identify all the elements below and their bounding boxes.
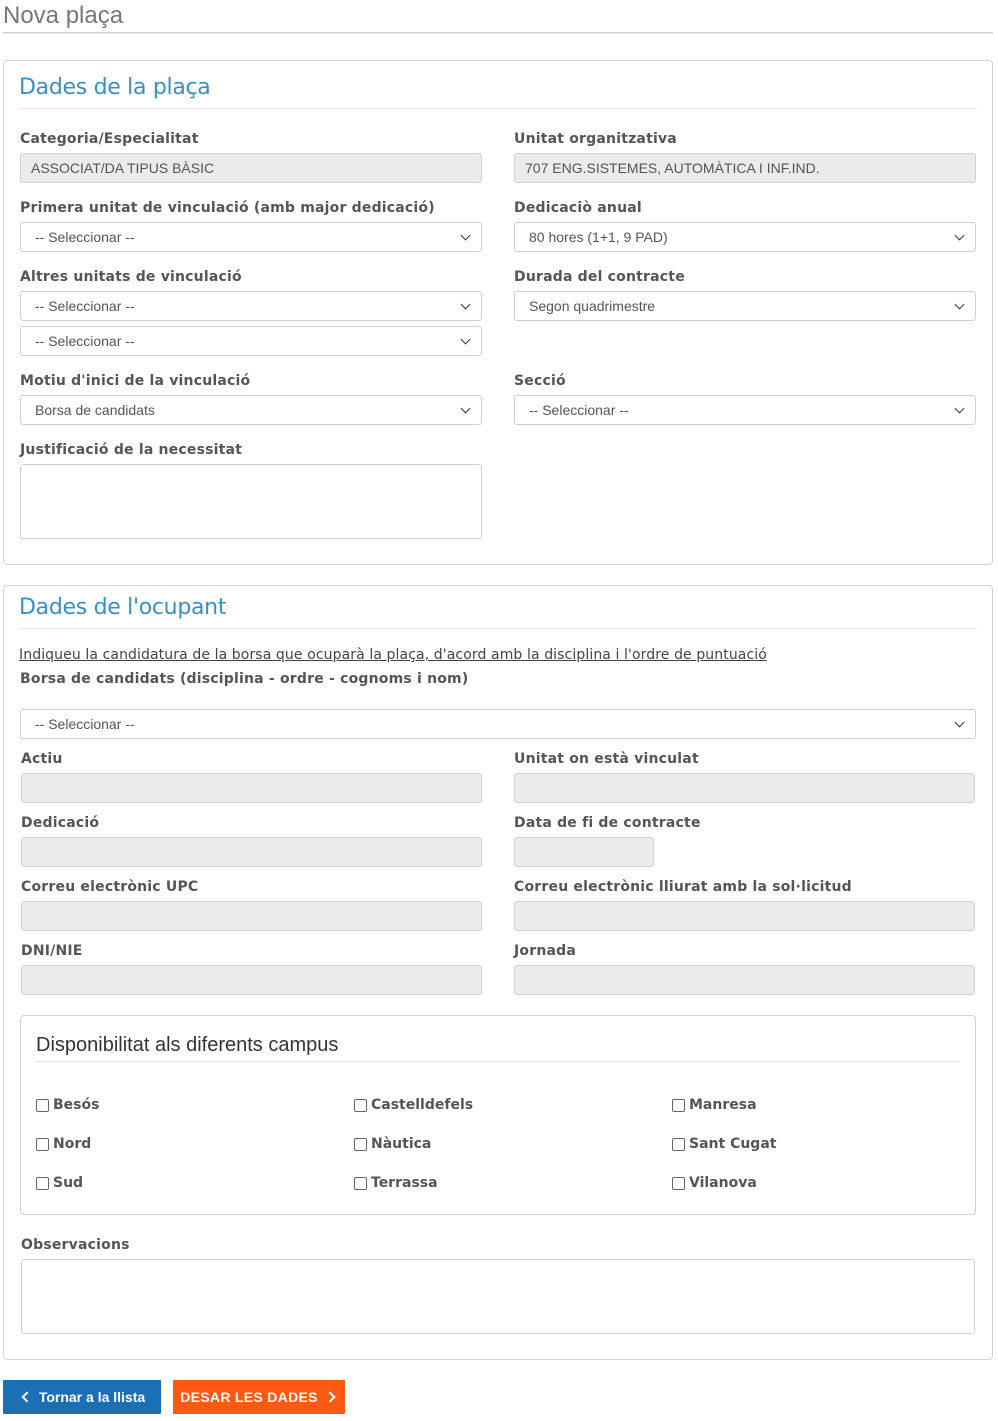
motiu-label: Motiu d'inici de la vinculació bbox=[20, 373, 251, 389]
occupant-section-heading: Dades de l'ocupant bbox=[19, 595, 227, 620]
actiu-label: Actiu bbox=[21, 751, 63, 767]
campus-label: Nàutica bbox=[371, 1136, 432, 1152]
dedicacio-anual-label: Dedicaciò anual bbox=[514, 200, 642, 216]
dni-label: DNI/NIE bbox=[21, 943, 83, 959]
campus-checkbox-sud[interactable] bbox=[36, 1175, 83, 1191]
correu-lliurat-field bbox=[514, 901, 975, 931]
actiu-field bbox=[21, 773, 482, 803]
seccio-select[interactable]: -- Seleccionar -- bbox=[514, 395, 976, 425]
campus-checkbox-nord[interactable] bbox=[36, 1136, 91, 1152]
altres-unitat-select-1[interactable]: -- Seleccionar -- bbox=[20, 291, 482, 321]
durada-select[interactable]: Segon quadrimestre bbox=[514, 291, 976, 321]
back-to-list-button[interactable] bbox=[3, 1380, 161, 1414]
observacions-label: Observacions bbox=[21, 1237, 130, 1253]
campus-checkbox-manresa[interactable] bbox=[672, 1097, 757, 1113]
dedicacio-anual-select[interactable]: 80 hores (1+1, 9 PAD) bbox=[514, 222, 976, 252]
campus-label: Sant Cugat bbox=[689, 1136, 777, 1152]
altres-unitat-select-2[interactable]: -- Seleccionar -- bbox=[20, 326, 482, 356]
justificacio-textarea[interactable] bbox=[20, 464, 482, 539]
borsa-select[interactable]: -- Seleccionar -- bbox=[20, 709, 976, 739]
instruction-text: Indiqueu la candidatura de la borsa que ocuparà la plaça, d'acord amb la disciplina i l'ordre de puntuació bbox=[19, 647, 767, 663]
campus-label: Manresa bbox=[689, 1097, 757, 1113]
jornada-label: Jornada bbox=[514, 943, 577, 959]
checkbox-icon[interactable] bbox=[36, 1177, 49, 1190]
save-data-button[interactable] bbox=[173, 1380, 345, 1414]
correu-upc-field bbox=[21, 901, 482, 931]
unitat-vinculat-label: Unitat on està vinculat bbox=[514, 751, 699, 767]
unitat-organitzativa-label: Unitat organitzativa bbox=[514, 131, 677, 147]
justificacio-label: Justificació de la necessitat bbox=[20, 442, 243, 458]
unitat-organitzativa-field: 707 ENG.SISTEMES, AUTOMÀTICA I INF.IND. bbox=[514, 153, 976, 183]
campus-checkbox-terrassa[interactable] bbox=[354, 1175, 438, 1191]
categoria-label: Categoria/Especialitat bbox=[20, 131, 199, 147]
campus-checkbox-castelldefels[interactable] bbox=[354, 1097, 473, 1113]
dedicacio-field bbox=[21, 837, 482, 867]
campus-checkbox-sant-cugat[interactable] bbox=[672, 1136, 776, 1152]
checkbox-icon[interactable] bbox=[36, 1138, 49, 1151]
dedicacio-label: Dedicació bbox=[21, 815, 100, 831]
checkbox-icon[interactable] bbox=[672, 1099, 685, 1112]
observacions-textarea[interactable] bbox=[21, 1259, 975, 1334]
checkbox-icon[interactable] bbox=[354, 1099, 367, 1112]
section-divider bbox=[19, 108, 977, 109]
campus-title: Disponibilitat als diferents campus bbox=[36, 1034, 339, 1056]
campus-checkbox-nautica[interactable] bbox=[354, 1136, 431, 1152]
campus-label: Sud bbox=[53, 1175, 84, 1191]
categoria-field: ASSOCIAT/DA TIPUS BÀSIC bbox=[20, 153, 482, 183]
campus-label: Besós bbox=[53, 1097, 100, 1113]
motiu-select[interactable]: Borsa de candidats bbox=[20, 395, 482, 425]
borsa-label: Borsa de candidats (disciplina - ordre - cognoms i nom) bbox=[20, 671, 469, 687]
campus-availability-box bbox=[20, 1015, 976, 1215]
jornada-field bbox=[514, 965, 975, 995]
section-divider bbox=[19, 628, 977, 629]
campus-label: Vilanova bbox=[689, 1175, 757, 1191]
campus-divider bbox=[36, 1061, 960, 1062]
dni-field bbox=[21, 965, 482, 995]
back-button-label: Tornar a la llista bbox=[38, 1389, 146, 1405]
checkbox-icon[interactable] bbox=[672, 1177, 685, 1190]
primera-unitat-select[interactable]: -- Seleccionar -- bbox=[20, 222, 482, 252]
occupant-data-panel bbox=[3, 585, 993, 1360]
campus-checkbox-besos[interactable] bbox=[36, 1097, 99, 1113]
campus-label: Nord bbox=[53, 1136, 92, 1152]
durada-label: Durada del contracte bbox=[514, 269, 685, 285]
checkbox-icon[interactable] bbox=[36, 1099, 49, 1112]
chevron-left-icon bbox=[21, 1391, 32, 1402]
data-fi-label: Data de fi de contracte bbox=[514, 815, 701, 831]
unitat-vinculat-field bbox=[514, 773, 975, 803]
place-data-panel bbox=[3, 60, 993, 565]
campus-label: Terrassa bbox=[371, 1175, 438, 1191]
data-fi-field bbox=[514, 837, 654, 867]
checkbox-icon[interactable] bbox=[672, 1138, 685, 1151]
page-title: Nova plaça bbox=[3, 2, 124, 29]
campus-label: Castelldefels bbox=[371, 1097, 474, 1113]
checkbox-icon[interactable] bbox=[354, 1177, 367, 1190]
correu-lliurat-label: Correu electrònic lliurat amb la sol·licitud bbox=[514, 879, 852, 895]
altres-unitats-label: Altres unitats de vinculació bbox=[20, 269, 242, 285]
primera-unitat-label: Primera unitat de vinculació (amb major dedicació) bbox=[20, 200, 435, 216]
checkbox-icon[interactable] bbox=[354, 1138, 367, 1151]
chevron-right-icon bbox=[324, 1391, 335, 1402]
campus-checkbox-vilanova[interactable] bbox=[672, 1175, 757, 1191]
title-divider bbox=[3, 32, 993, 33]
correu-upc-label: Correu electrònic UPC bbox=[21, 879, 199, 895]
place-section-heading: Dades de la plaça bbox=[19, 75, 211, 100]
seccio-label: Secció bbox=[514, 373, 566, 389]
save-button-label: DESAR LES DADES bbox=[180, 1389, 318, 1405]
